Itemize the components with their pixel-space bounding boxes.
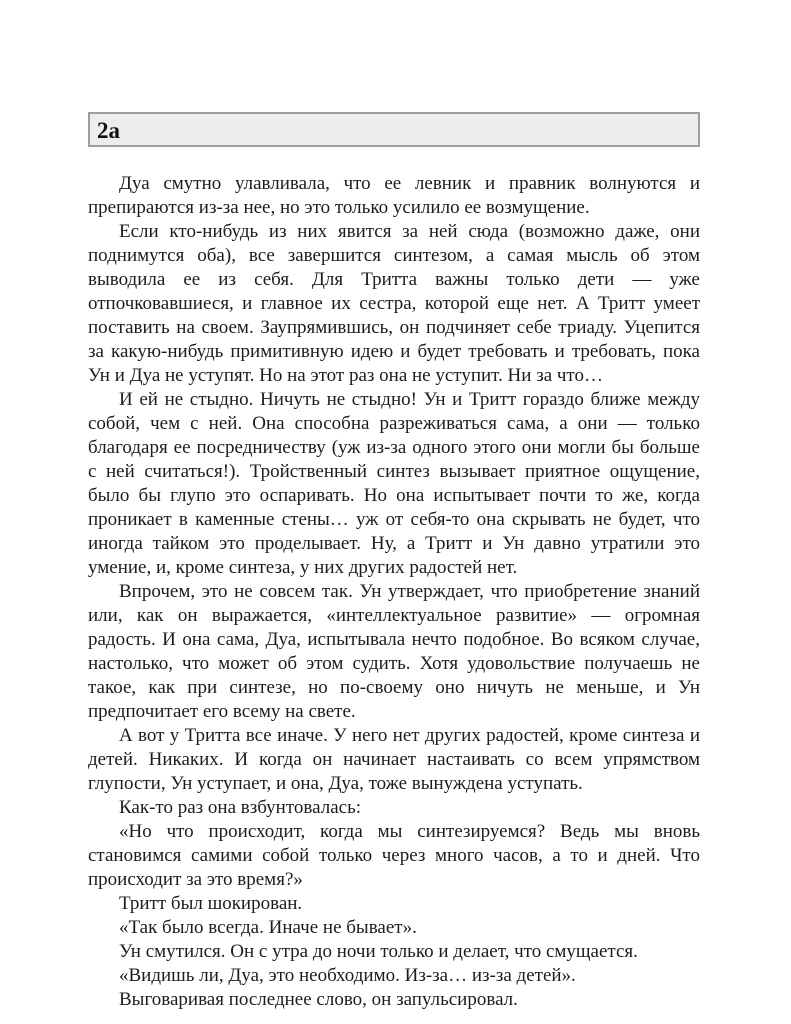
paragraph: Тритт был шокирован. — [119, 893, 303, 914]
section-header-box — [88, 112, 700, 147]
paragraph: Ун смутился. Он с утра до ночи только и делает, что смущается. — [119, 941, 638, 962]
paragraph: «Но что происходит, когда мы синтезируемся? Ведь мы вновь становимся самими собой только через много часов, а то и дней. Что происходит за это время?» — [88, 821, 700, 890]
paragraph: «Так было всегда. Иначе не бывает». — [119, 917, 417, 938]
body-text — [88, 172, 700, 1012]
paragraph: И ей не стыдно. Ничуть не стыдно! Ун и Тритт гораздо ближе между собой, чем с ней. Она способна разреживаться сама, а они — только благодаря ее посредничеству (уж из-за одного этого они могли бы больше с ней считаться!). Тройственный синтез вызывает приятное ощущение, было бы глупо это оспаривать. Но она испытывает почти то же, когда проникает в каменные стены… уж от себя-то она скрывать не будет, что иногда тайком это проделывает. Ну, а Тритт и Ун давно утратили это умение, и, кроме синтеза, у них других радостей нет. — [88, 389, 700, 578]
section-header-label: 2a — [97, 118, 120, 143]
paragraph: Впрочем, это не совсем так. Ун утверждает, что приобретение знаний или, как он выражается, «интеллектуальное развитие» — огромная радость. И она сама, Дуа, испытывала нечто подобное. Во всяком случае, настолько, что может об этом судить. Хотя удовольствие получаешь не такое, как при синтезе, но по-своему оно ничуть не меньше, и Ун предпочитает его всему на свете. — [88, 581, 700, 722]
page-content — [88, 112, 700, 1012]
paragraph: Выговаривая последнее слово, он запульсировал. — [119, 989, 518, 1010]
paragraph: «Видишь ли, Дуа, это необходимо. Из-за… из-за детей». — [119, 965, 576, 986]
paragraph: Дуа смутно улавливала, что ее левник и правник волнуются и препираются из-за нее, но это только усилило ее возмущение. — [88, 173, 700, 218]
paragraph: А вот у Тритта все иначе. У него нет других радостей, кроме синтеза и детей. Никаких. И когда он начинает настаивать со всем упрямством глупости, Ун уступает, и она, Дуа, тоже вынуждена уступать. — [88, 725, 700, 794]
paragraph: Как-то раз она взбунтовалась: — [119, 797, 362, 818]
paragraph: Если кто-нибудь из них явится за ней сюда (возможно даже, они поднимутся оба), все завершится синтезом, а самая мысль об этом выводила ее из себя. Для Тритта важны только дети — уже отпочковавшиеся, и главное их сестра, которой еще нет. А Тритт умеет поставить на своем. Заупрямившись, он подчиняет себе триаду. Уцепится за какую-нибудь примитивную идею и будет требовать и требовать, пока Ун и Дуа не уступят. Но на этот раз она не уступит. Ни за что… — [88, 221, 700, 386]
